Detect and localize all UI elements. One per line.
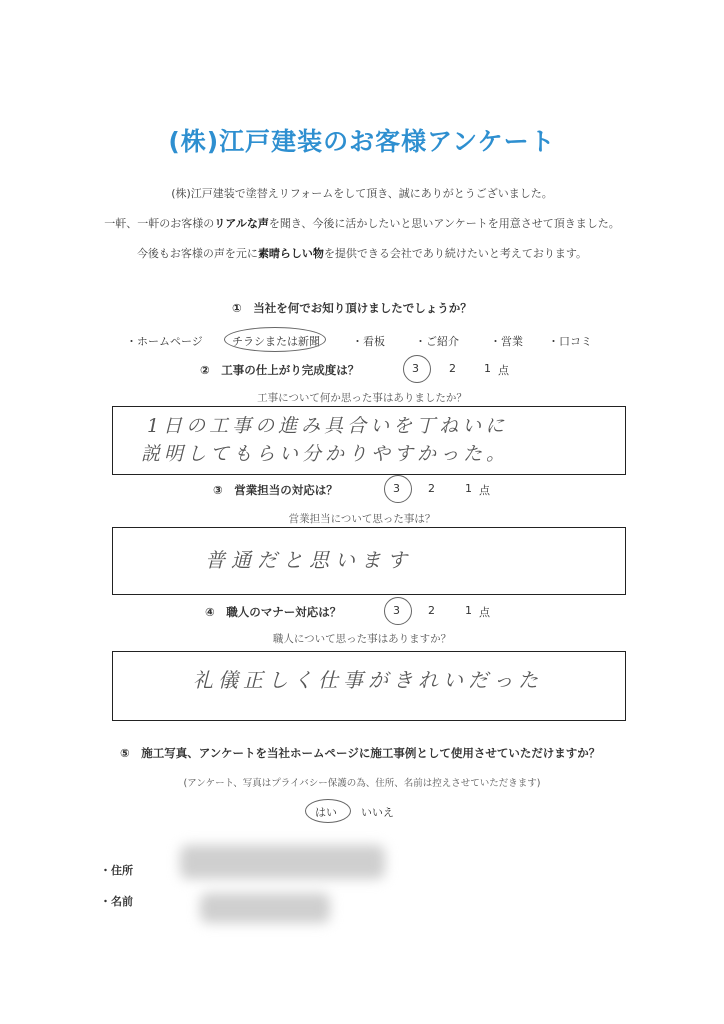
q2-label: ② 工事の仕上がり完成度は？: [200, 363, 360, 377]
intro-line-3-emphasis: 素晴らしい物: [257, 247, 324, 260]
q4-prompt: 職人について思った事はありますか？: [272, 633, 452, 645]
q2-prompt: 工事について何か思った事はありましたか？: [257, 392, 467, 404]
q3-answer: 普通だと思います: [205, 548, 413, 572]
q3-prompt: 営業担当について思った事は？: [288, 513, 436, 525]
q2-answer-line-2: 説明してもらい分かりやすかった。: [141, 443, 510, 465]
q1-selection-circle: [224, 327, 326, 352]
q3-selection-circle: [384, 475, 412, 503]
q4-selection-circle: [384, 597, 412, 625]
q4-answer-box[interactable]: [112, 651, 626, 721]
q2-score-3[interactable]: 3: [412, 362, 419, 375]
q4-score-2[interactable]: 2: [428, 604, 435, 617]
q1-option-word-of-mouth[interactable]: ・口コミ: [548, 335, 592, 348]
q5-label: ⑤ 施工写真、アンケートを当社ホームページに施工事例として使用させていただけますか？: [120, 746, 601, 760]
q4-score-3[interactable]: 3: [393, 604, 400, 617]
q5-note: (アンケート、写真はプライバシー保護の為、住所、名前は控えさせていただきます): [183, 778, 541, 789]
q1-option-sales[interactable]: ・営業: [490, 335, 523, 348]
intro-line-3-c: を提供できる会社であり続けたいと考えております。: [323, 247, 588, 260]
q5-option-yes[interactable]: はい: [315, 806, 337, 819]
q3-answer-box[interactable]: [112, 527, 626, 595]
q1-option-signboard[interactable]: ・看板: [352, 335, 385, 348]
q3-unit: 点: [479, 484, 490, 497]
q3-score-3[interactable]: 3: [393, 482, 400, 495]
intro-line-2-a: 一軒、一軒のお客様の: [104, 217, 215, 230]
q5-selection-circle: [305, 799, 351, 823]
intro-line-3: [0, 245, 724, 261]
q2-answer-box[interactable]: [112, 406, 626, 475]
q3-score-2[interactable]: 2: [428, 482, 435, 495]
q3-score-1[interactable]: 1: [465, 482, 472, 495]
name-label: ・名前: [100, 895, 133, 908]
name-redacted: [200, 893, 330, 923]
address-label: ・住所: [100, 864, 133, 877]
intro-line-2-c: を聞き、今後に活かしたいと思いアンケートを用意させて頂きました。: [268, 217, 620, 230]
q4-unit: 点: [479, 606, 490, 619]
q4-answer: 礼儀正しく仕事がきれいだった: [193, 668, 543, 692]
q2-score-2[interactable]: 2: [449, 362, 456, 375]
q1-option-homepage[interactable]: ・ホームページ: [126, 335, 203, 348]
q2-unit: 点: [498, 364, 509, 377]
intro-line-2-emphasis: リアルな声: [214, 217, 269, 230]
q5-option-no[interactable]: いいえ: [361, 806, 394, 819]
q2-selection-circle: [403, 355, 431, 383]
q1-label: ① 当社を何でお知り頂けましたでしょうか？: [232, 301, 472, 315]
q1-option-flyer[interactable]: チラシまたは新聞: [232, 335, 320, 348]
q2-answer-line-1: 1日の工事の進み具合いを丁ねいに: [147, 415, 509, 437]
intro-line-1: (株)江戸建装で塗替えリフォームをして頂き、誠にありがとうございました。: [171, 187, 553, 200]
q3-label: ③ 営業担当の対応は？: [213, 483, 338, 497]
intro-line-2: [0, 215, 724, 231]
page-title: (株)江戸建装のお客様アンケート: [168, 127, 556, 156]
q4-label: ④ 職人のマナー対応は？: [205, 605, 342, 619]
address-redacted: [180, 845, 385, 879]
q4-score-1[interactable]: 1: [465, 604, 472, 617]
q1-option-referral[interactable]: ・ご紹介: [415, 335, 459, 348]
intro-line-3-a: 今後もお客様の声を元に: [136, 247, 258, 260]
q2-score-1[interactable]: 1: [484, 362, 491, 375]
